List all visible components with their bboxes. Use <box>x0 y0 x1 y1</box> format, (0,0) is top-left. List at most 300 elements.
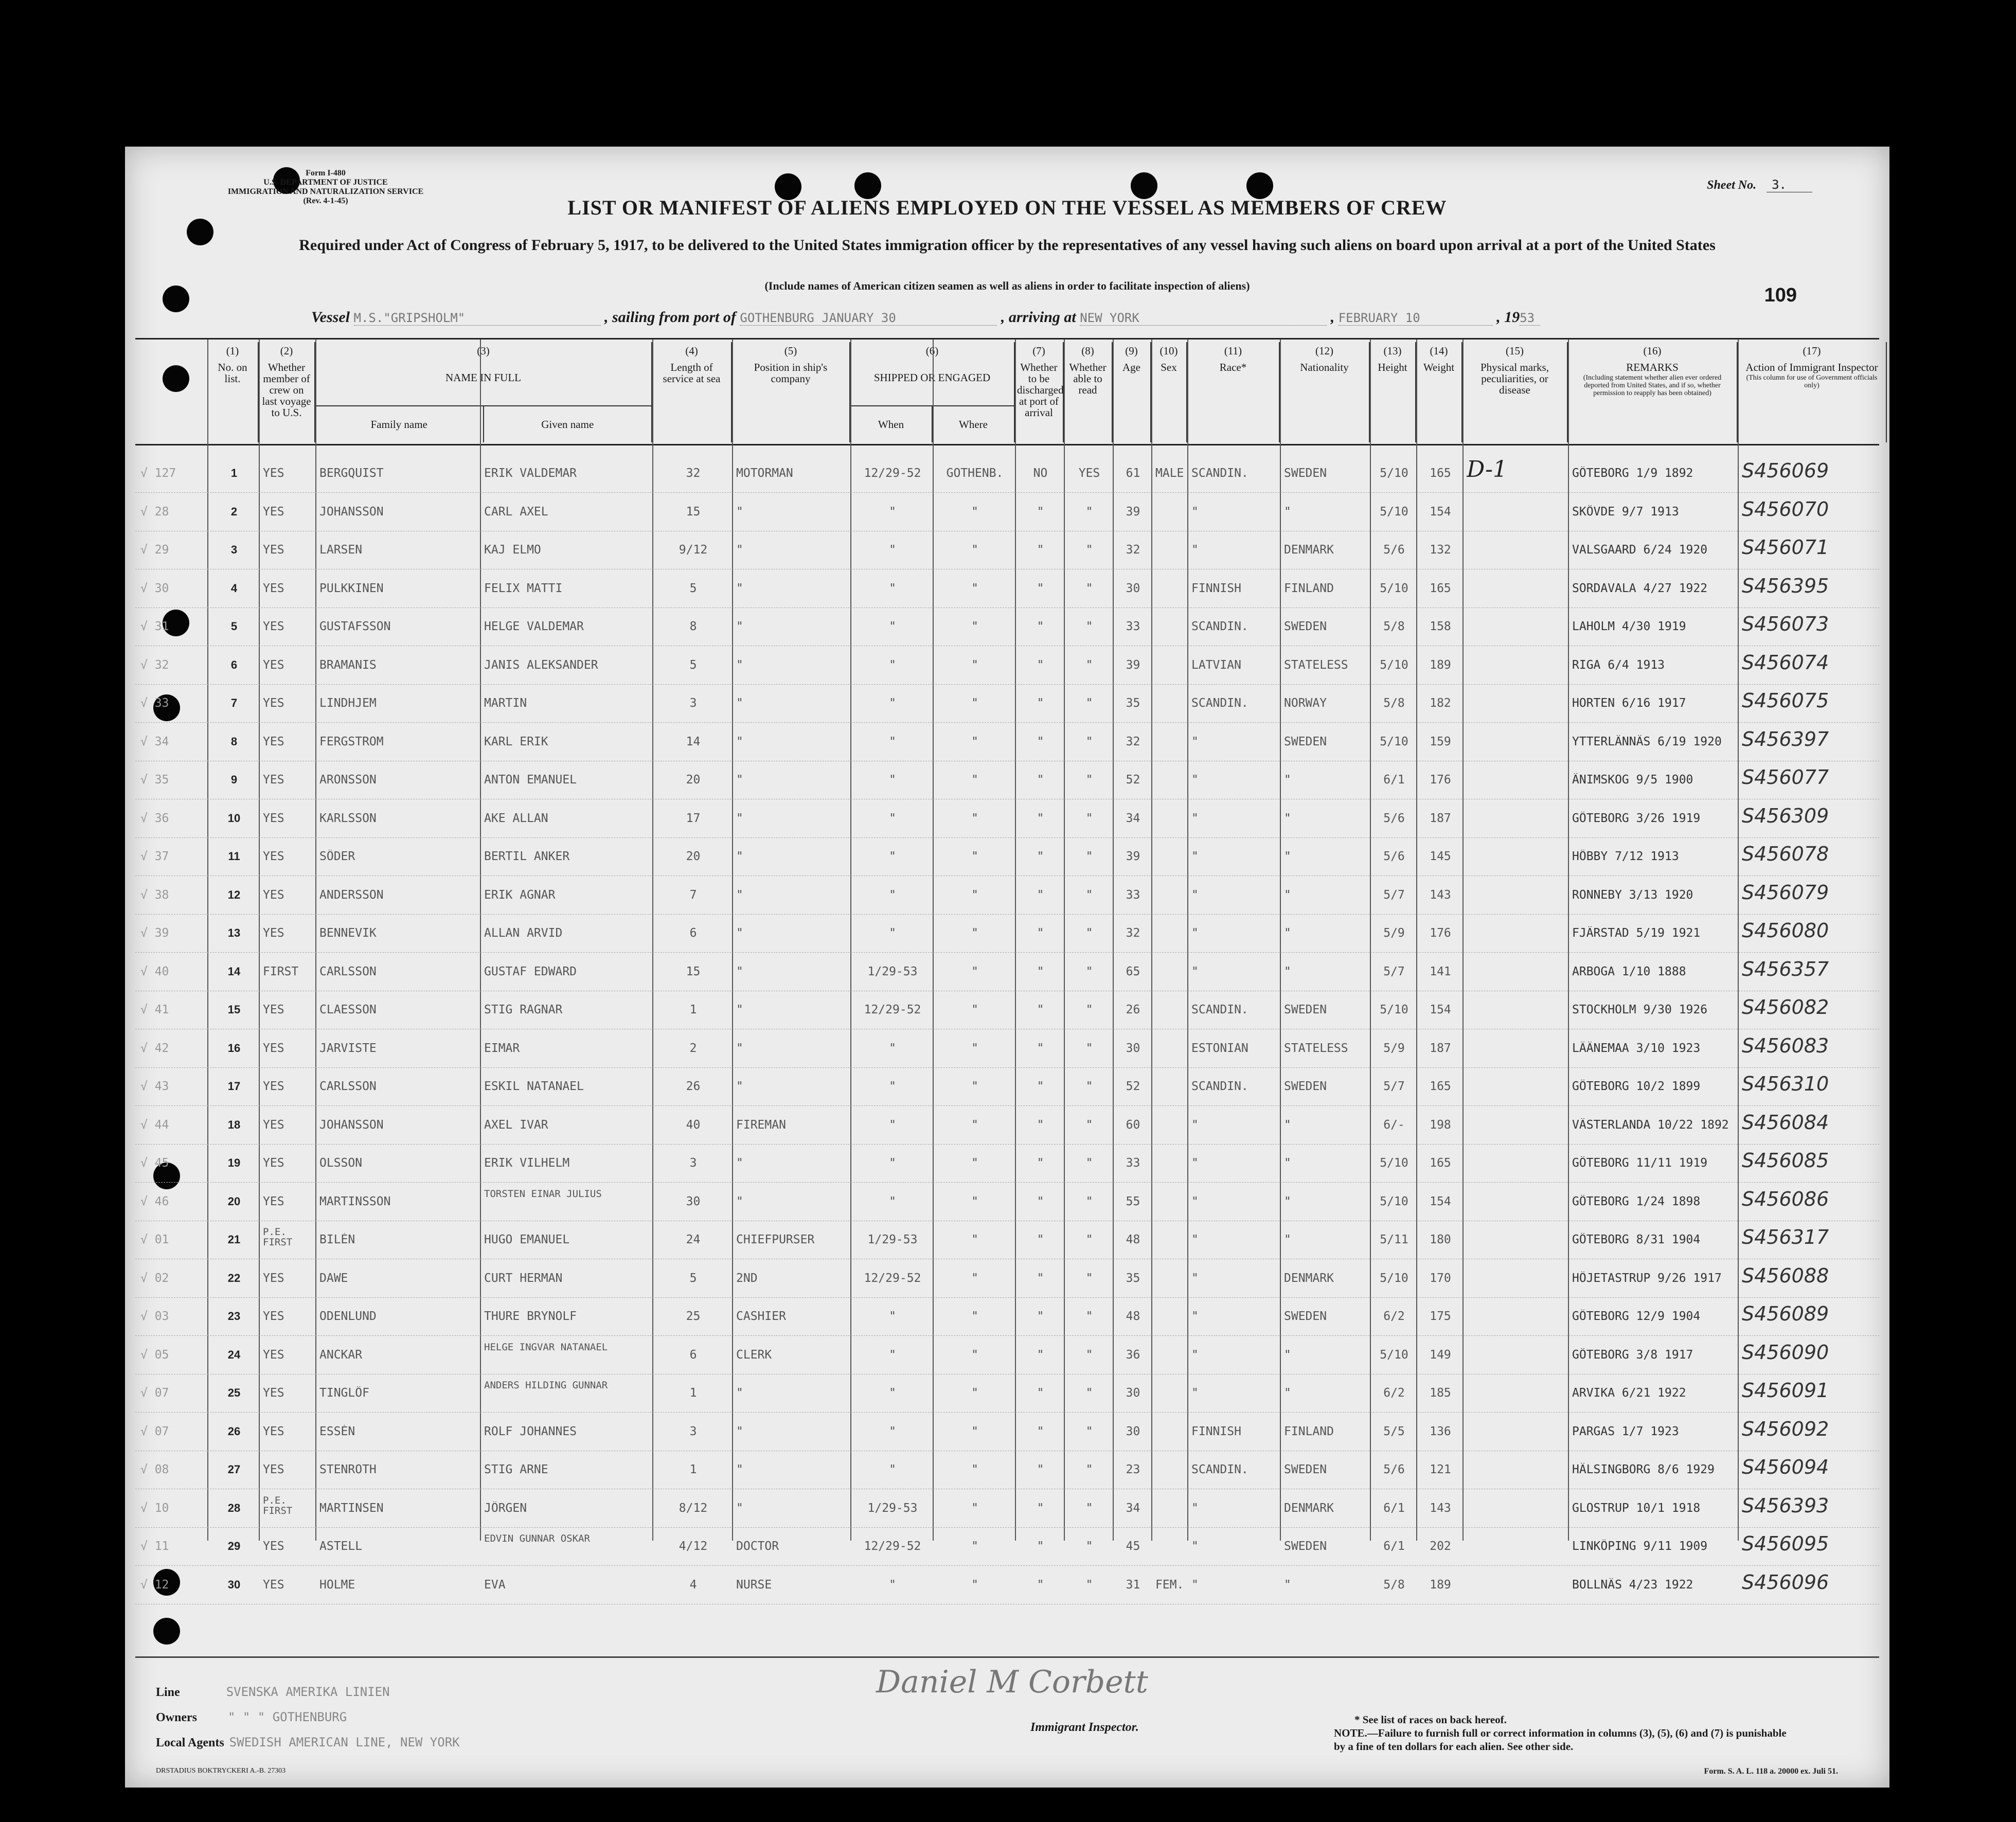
cell-race: " <box>1191 1501 1199 1515</box>
cell-weight: 141 <box>1430 964 1451 978</box>
cell-height: 6/2 <box>1383 1386 1405 1400</box>
cell-nat: DENMARK <box>1284 543 1334 557</box>
cell-insp: S456083 <box>1742 1034 1829 1057</box>
cell-remarks: VÄSTERLANDA 10/22 1892 <box>1572 1118 1729 1132</box>
cell-read: " <box>1085 926 1093 940</box>
margin-check: √ 10 <box>140 1501 169 1515</box>
cell-given: STIG RAGNAR <box>484 1003 563 1016</box>
cell-nat: SWEDEN <box>1284 1310 1327 1323</box>
cell-read: " <box>1085 1501 1093 1515</box>
cell-no: 11 <box>228 850 240 863</box>
cell-weight: 165 <box>1430 581 1451 595</box>
margin-check: √ 31 <box>140 620 169 633</box>
cell-family: MARTINSSON <box>319 1194 391 1208</box>
cell-read: " <box>1085 1310 1093 1323</box>
cell-family: JARVISTE <box>319 1041 377 1055</box>
cell-when: " <box>889 543 896 557</box>
cell-service: 17 <box>686 811 701 825</box>
cell-given: ALLAN ARVID <box>484 926 563 940</box>
cell-where: " <box>971 1041 978 1055</box>
cell-position: " <box>736 773 743 787</box>
cell-when: " <box>889 773 896 787</box>
cell-given: GUSTAF EDWARD <box>484 964 577 978</box>
cell-position: " <box>736 620 743 633</box>
cell-given: HUGO EMANUEL <box>484 1233 570 1246</box>
table-row <box>135 454 1879 493</box>
cell-read: " <box>1085 1080 1093 1093</box>
manifest-sheet <box>125 147 1889 1788</box>
cell-age: 39 <box>1126 658 1140 672</box>
cell-prev: YES <box>263 1118 284 1132</box>
cell-when: " <box>889 1156 896 1170</box>
cell-where: " <box>971 543 978 557</box>
cell-given: EDVIN GUNNAR OSKAR <box>484 1533 590 1544</box>
footer-agents <box>156 1680 460 1755</box>
cell-remarks: PARGAS 1/7 1923 <box>1572 1424 1679 1438</box>
cell-position: " <box>736 1194 743 1208</box>
cell-nat: STATELESS <box>1284 658 1348 672</box>
table-row <box>135 1489 1879 1528</box>
cell-weight: 149 <box>1430 1348 1451 1362</box>
table-row <box>135 876 1879 915</box>
cell-disch: " <box>1037 1156 1044 1170</box>
cell-nat: NORWAY <box>1284 696 1327 710</box>
cell-position: " <box>736 1156 743 1170</box>
cell-service: 26 <box>686 1080 701 1093</box>
cell-insp: S456397 <box>1742 727 1829 751</box>
cell-insp: S456357 <box>1742 957 1829 980</box>
cell-age: 30 <box>1126 1041 1140 1055</box>
cell-prev: P.E. FIRST <box>263 1227 293 1247</box>
cell-remarks: RIGA 6/4 1913 <box>1572 658 1665 672</box>
cell-race: LATVIAN <box>1191 658 1241 672</box>
cell-service: 7 <box>689 888 697 902</box>
cell-family: GUSTAFSSON <box>319 620 391 633</box>
cell-when: " <box>889 850 896 863</box>
cell-no: 8 <box>230 735 238 748</box>
cell-prev: YES <box>263 1080 284 1093</box>
column-header: (8) Whether able to read <box>1064 342 1113 442</box>
cell-where: " <box>971 1194 978 1208</box>
cell-nat: " <box>1284 964 1291 978</box>
cell-insp: S456095 <box>1742 1532 1829 1555</box>
cell-no: 4 <box>230 581 238 595</box>
table-row <box>135 608 1879 646</box>
cell-disch: " <box>1037 1386 1044 1400</box>
cell-height: 5/6 <box>1383 543 1405 557</box>
cell-insp: S456091 <box>1742 1379 1829 1402</box>
cell-where: " <box>971 1310 978 1323</box>
cell-service: 6 <box>689 926 697 940</box>
cell-family: ODENLUND <box>319 1310 377 1323</box>
cell-insp: S456092 <box>1742 1417 1829 1440</box>
cell-weight: 159 <box>1430 735 1451 748</box>
cell-insp: S456070 <box>1742 497 1829 521</box>
cell-position: " <box>736 1080 743 1093</box>
cell-given: JÖRGEN <box>484 1501 527 1515</box>
cell-service: 5 <box>689 1271 697 1285</box>
cell-family: BENNEVIK <box>319 926 377 940</box>
cell-height: 5/11 <box>1380 1233 1408 1246</box>
cell-position: " <box>736 1463 743 1476</box>
cell-when: " <box>889 581 896 595</box>
cell-nat: " <box>1284 926 1291 940</box>
cell-remarks: YTTERLÄNNÄS 6/19 1920 <box>1572 735 1722 748</box>
cell-prev: YES <box>263 811 284 825</box>
cell-disch: " <box>1037 811 1044 825</box>
sheet-number: Sheet No. 3. <box>1707 177 1812 192</box>
table-top-rule <box>135 338 1879 340</box>
cell-family: LINDHJEM <box>319 696 377 710</box>
cell-disch: " <box>1037 1080 1044 1093</box>
column-header: (5) Position in ship's company <box>732 342 850 442</box>
cell-race: " <box>1191 1194 1199 1208</box>
cell-weight: 158 <box>1430 620 1451 633</box>
cell-family: BILÉN <box>319 1233 355 1246</box>
margin-check: √ 34 <box>140 735 169 748</box>
cell-remarks: LINKÖPING 9/11 1909 <box>1572 1540 1708 1553</box>
cell-when: " <box>889 1194 896 1208</box>
form-identifier: Form I-480 U.S. DEPARTMENT OF JUSTICE IMMIGRATION AND NATURALIZATION SERVICE (Rev. 4-1-45) <box>227 169 424 205</box>
cell-nat: " <box>1284 773 1291 787</box>
cell-family: FERGSTROM <box>319 735 384 748</box>
cell-read: " <box>1085 1348 1093 1362</box>
cell-given: FELIX MATTI <box>484 581 563 595</box>
cell-position: " <box>736 850 743 863</box>
cell-height: 5/6 <box>1383 1463 1405 1476</box>
cell-no: 9 <box>230 773 238 786</box>
cell-height: 5/6 <box>1383 850 1405 863</box>
cell-height: 5/10 <box>1380 658 1408 672</box>
cell-nat: SWEDEN <box>1284 1540 1327 1553</box>
cell-height: 5/8 <box>1383 1578 1405 1592</box>
cell-weight: 170 <box>1430 1271 1451 1285</box>
cell-age: 32 <box>1126 926 1140 940</box>
cell-no: 3 <box>230 543 238 556</box>
cell-weight: 185 <box>1430 1386 1451 1400</box>
cell-family: ASTELL <box>319 1540 363 1553</box>
cell-race: " <box>1191 926 1199 940</box>
cell-nat: DENMARK <box>1284 1271 1334 1285</box>
column-header: (2) Whether member of crew on last voyage to U.S. <box>259 342 315 442</box>
margin-check: √ 08 <box>140 1463 169 1476</box>
cell-age: 45 <box>1126 1540 1140 1553</box>
cell-read: " <box>1085 773 1093 787</box>
cell-disch: " <box>1037 1233 1044 1246</box>
cell-where: GOTHENB. <box>946 467 1004 480</box>
cell-weight: 165 <box>1430 467 1451 480</box>
table-row <box>135 1336 1879 1374</box>
cell-remarks: RONNEBY 3/13 1920 <box>1572 888 1693 902</box>
cell-remarks: ARVIKA 6/21 1922 <box>1572 1386 1686 1400</box>
cell-family: CARLSSON <box>319 964 377 978</box>
cell-disch: " <box>1037 1540 1044 1553</box>
cell-given: ESKIL NATANAEL <box>484 1080 584 1093</box>
table-row <box>135 1451 1879 1489</box>
cell-remarks: GÖTEBORG 1/9 1892 <box>1572 467 1693 480</box>
cell-disch: " <box>1037 581 1044 595</box>
cell-service: 3 <box>689 696 697 710</box>
margin-check: √ 30 <box>140 581 169 595</box>
cell-position: " <box>736 1424 743 1438</box>
cell-race: " <box>1191 1310 1199 1323</box>
table-row <box>135 837 1879 876</box>
cell-read: " <box>1085 620 1093 633</box>
cell-when: 12/29-52 <box>864 1003 921 1016</box>
cell-height: 5/10 <box>1380 1271 1408 1285</box>
column-header: (4) Length of service at sea <box>652 342 732 442</box>
cell-prev: YES <box>263 620 284 633</box>
table-row <box>135 1144 1879 1183</box>
cell-nat: " <box>1284 1194 1291 1208</box>
cell-given: ROLF JOHANNES <box>484 1424 577 1438</box>
cell-service: 8/12 <box>679 1501 708 1515</box>
cell-family: TINGLÖF <box>319 1386 369 1400</box>
cell-remarks: VALSGAARD 6/24 1920 <box>1572 543 1708 557</box>
subtitle-note: (Include names of American citizen seamen as well as aliens in order to facilitate inspection of aliens) <box>764 279 1250 292</box>
cell-race: " <box>1191 811 1199 825</box>
cell-height: 5/10 <box>1380 735 1408 748</box>
cell-height: 5/7 <box>1383 888 1405 902</box>
cell-when: 1/29-53 <box>867 1233 918 1246</box>
cell-when: 12/29-52 <box>864 467 921 480</box>
cell-prev: YES <box>263 1041 284 1055</box>
cell-nat: " <box>1284 1233 1291 1246</box>
cell-when: " <box>889 1386 896 1400</box>
cell-read: " <box>1085 1041 1093 1055</box>
cell-disch: " <box>1037 850 1044 863</box>
cell-no: 22 <box>227 1271 241 1284</box>
margin-check: √ 43 <box>140 1080 169 1093</box>
cell-read: " <box>1085 658 1093 672</box>
cell-no: 25 <box>227 1386 241 1399</box>
cell-prev: YES <box>263 1463 284 1476</box>
cell-where: " <box>971 1501 978 1515</box>
cell-read: " <box>1085 1194 1093 1208</box>
cell-position: " <box>736 735 743 748</box>
cell-weight: 189 <box>1430 1578 1451 1592</box>
cell-age: 52 <box>1126 1080 1140 1093</box>
cell-read: " <box>1085 581 1093 595</box>
cell-family: KARLSSON <box>319 811 377 825</box>
cell-age: 39 <box>1126 505 1140 519</box>
column-header: (16) REMARKS (Including statement whether alien ever ordered deported from United States, and if so, whether permission to reapply has been obtained) <box>1568 342 1738 442</box>
cell-service: 24 <box>686 1233 701 1246</box>
cell-weight: 176 <box>1430 773 1451 787</box>
cell-read: " <box>1085 888 1093 902</box>
cell-position: " <box>736 811 743 825</box>
margin-check: √ 42 <box>140 1041 169 1055</box>
cell-height: 6/1 <box>1383 773 1405 787</box>
cell-race: SCANDIN. <box>1191 1463 1248 1476</box>
cell-position: CHIEFPURSER <box>736 1233 815 1246</box>
cell-race: ESTONIAN <box>1191 1041 1248 1055</box>
cell-age: 65 <box>1126 964 1140 978</box>
cell-insp: S456086 <box>1742 1187 1829 1210</box>
cell-disch: " <box>1037 1041 1044 1055</box>
table-row <box>135 1527 1879 1566</box>
margin-check: √ 07 <box>140 1386 169 1400</box>
cell-nat: SWEDEN <box>1284 735 1327 748</box>
cell-age: 34 <box>1126 811 1140 825</box>
cell-where: " <box>971 1233 978 1246</box>
table-row <box>135 914 1879 953</box>
cell-family: BERGQUIST <box>319 467 384 480</box>
cell-position: " <box>736 696 743 710</box>
cell-nat: FINLAND <box>1284 1424 1334 1438</box>
cell-age: 35 <box>1126 1271 1140 1285</box>
cell-read: YES <box>1078 467 1100 480</box>
cell-where: " <box>971 1424 978 1438</box>
cell-insp: S456094 <box>1742 1456 1829 1478</box>
cell-where: " <box>971 888 978 902</box>
cell-no: 18 <box>227 1118 241 1131</box>
cell-age: 61 <box>1126 467 1140 480</box>
cell-prev: YES <box>263 850 284 863</box>
cell-given: ANDERS HILDING GUNNAR <box>484 1380 608 1390</box>
cell-prev: YES <box>263 581 284 595</box>
cell-prev: YES <box>263 505 284 519</box>
header-bottom-rule <box>135 444 1879 445</box>
cell-when: " <box>889 1578 896 1592</box>
cell-where: " <box>971 1271 978 1285</box>
cell-given: MARTIN <box>484 696 527 710</box>
cell-prev: YES <box>263 735 284 748</box>
cell-height: 5/9 <box>1383 926 1405 940</box>
cell-race: SCANDIN. <box>1191 696 1248 710</box>
cell-height: 5/10 <box>1380 1003 1408 1016</box>
punch-hole <box>163 365 189 392</box>
cell-read: " <box>1085 1271 1093 1285</box>
form-number: Form. S. A. L. 118 a. 20000 ex. Juli 51. <box>1704 1767 1838 1776</box>
cell-age: 31 <box>1126 1578 1140 1592</box>
cell-age: 48 <box>1126 1310 1140 1323</box>
cell-service: 14 <box>686 735 701 748</box>
cell-no: 7 <box>230 696 238 709</box>
cell-remarks: GÖTEBORG 1/24 1898 <box>1572 1194 1701 1208</box>
cell-weight: 187 <box>1430 1041 1451 1055</box>
table-row <box>135 1029 1879 1068</box>
cell-age: 52 <box>1126 773 1140 787</box>
cell-age: 26 <box>1126 1003 1140 1016</box>
cell-no: 29 <box>227 1540 241 1552</box>
cell-position: " <box>736 964 743 978</box>
cell-prev: YES <box>263 1156 284 1170</box>
cell-nat: SWEDEN <box>1284 1463 1327 1476</box>
cell-remarks: LAHOLM 4/30 1919 <box>1572 620 1686 633</box>
cell-race: SCANDIN. <box>1191 1003 1248 1016</box>
agents-row: Local Agents SWEDISH AMERICAN LINE, NEW YORK <box>156 1735 460 1749</box>
cell-remarks: HÄLSINGBORG 8/6 1929 <box>1572 1463 1715 1476</box>
cell-given: AKE ALLAN <box>484 811 548 825</box>
cell-where: " <box>971 1386 978 1400</box>
footer-note: * See list of races on back hereof. NOTE.—Failure to furnish full or correct information in columns (3), (5), (6) and (7) is punishable by a fine of ten dollars for each alien. See other side. <box>1334 1713 1787 1753</box>
cell-nat: " <box>1284 850 1291 863</box>
cell-no: 30 <box>227 1578 241 1591</box>
cell-remarks: BOLLNÄS 4/23 1922 <box>1572 1578 1693 1592</box>
cell-given: ANTON EMANUEL <box>484 773 577 787</box>
cell-marks: D-1 <box>1467 456 1507 483</box>
table-row <box>135 1374 1879 1413</box>
cell-disch: " <box>1037 964 1044 978</box>
cell-race: " <box>1191 1578 1199 1592</box>
table-row <box>135 799 1879 838</box>
cell-insp: S456089 <box>1742 1302 1829 1325</box>
owners-row: Owners " " " GOTHENBURG <box>156 1710 347 1724</box>
page-number: 109 <box>1764 284 1797 306</box>
cell-disch: " <box>1037 658 1044 672</box>
margin-check: √ 44 <box>140 1118 169 1132</box>
cell-read: " <box>1085 1578 1093 1592</box>
cell-height: 6/1 <box>1383 1540 1405 1553</box>
cell-insp: S456096 <box>1742 1570 1829 1594</box>
cell-where: " <box>971 1080 978 1093</box>
cell-family: JOHANSSON <box>319 505 384 519</box>
vessel-line: Vessel M.S."GRIPSHOLM" , sailing from port of GOTHENBURG JANUARY 30 , arriving at NEW YORK , FEBRUARY 10 , 1953 <box>311 309 1818 326</box>
cell-prev: YES <box>263 543 284 557</box>
margin-check: √ 45 <box>140 1156 169 1170</box>
cell-weight: 143 <box>1430 1501 1451 1515</box>
cell-race: " <box>1191 505 1199 519</box>
cell-no: 10 <box>227 811 241 825</box>
cell-prev: YES <box>263 926 284 940</box>
cell-race: " <box>1191 1156 1199 1170</box>
cell-disch: " <box>1037 620 1044 633</box>
column-header: (14) Weight <box>1416 342 1462 442</box>
column-header: (3) NAME IN FULL Family name Given name <box>315 342 652 442</box>
cell-when: " <box>889 1310 896 1323</box>
cell-insp: S456082 <box>1742 996 1829 1019</box>
cell-remarks: GÖTEBORG 11/11 1919 <box>1572 1156 1708 1170</box>
cell-insp: S456075 <box>1742 689 1829 712</box>
cell-height: 6/1 <box>1383 1501 1405 1515</box>
cell-insp: S456085 <box>1742 1149 1829 1172</box>
cell-nat: SWEDEN <box>1284 620 1327 633</box>
cell-when: " <box>889 926 896 940</box>
margin-check: √ 03 <box>140 1310 169 1323</box>
cell-weight: 198 <box>1430 1118 1451 1132</box>
cell-disch: " <box>1037 1501 1044 1515</box>
cell-given: HELGE INGVAR NATANAEL <box>484 1342 608 1352</box>
cell-age: 60 <box>1126 1118 1140 1132</box>
margin-check: √ 33 <box>140 696 169 710</box>
cell-given: ERIK AGNAR <box>484 888 556 902</box>
cell-read: " <box>1085 696 1093 710</box>
margin-check: √ 127 <box>140 467 176 480</box>
cell-no: 28 <box>227 1501 241 1514</box>
cell-position: " <box>736 1041 743 1055</box>
cell-weight: 202 <box>1430 1540 1451 1553</box>
cell-prev: YES <box>263 888 284 902</box>
cell-age: 23 <box>1126 1463 1140 1476</box>
cell-insp: S456071 <box>1742 536 1829 559</box>
cell-where: " <box>971 735 978 748</box>
cell-no: 21 <box>227 1233 241 1246</box>
cell-insp: S456078 <box>1742 843 1829 865</box>
cell-no: 26 <box>227 1424 241 1438</box>
cell-service: 15 <box>686 964 701 978</box>
cell-disch: " <box>1037 926 1044 940</box>
cell-when: " <box>889 1463 896 1476</box>
cell-read: " <box>1085 1118 1093 1132</box>
cell-weight: 136 <box>1430 1424 1451 1438</box>
cell-remarks: SORDAVALA 4/27 1922 <box>1572 581 1708 595</box>
cell-prev: YES <box>263 696 284 710</box>
margin-check: √ 05 <box>140 1348 169 1362</box>
table-row <box>135 493 1879 531</box>
margin-check: √ 46 <box>140 1194 169 1208</box>
punch-hole <box>153 1618 180 1645</box>
